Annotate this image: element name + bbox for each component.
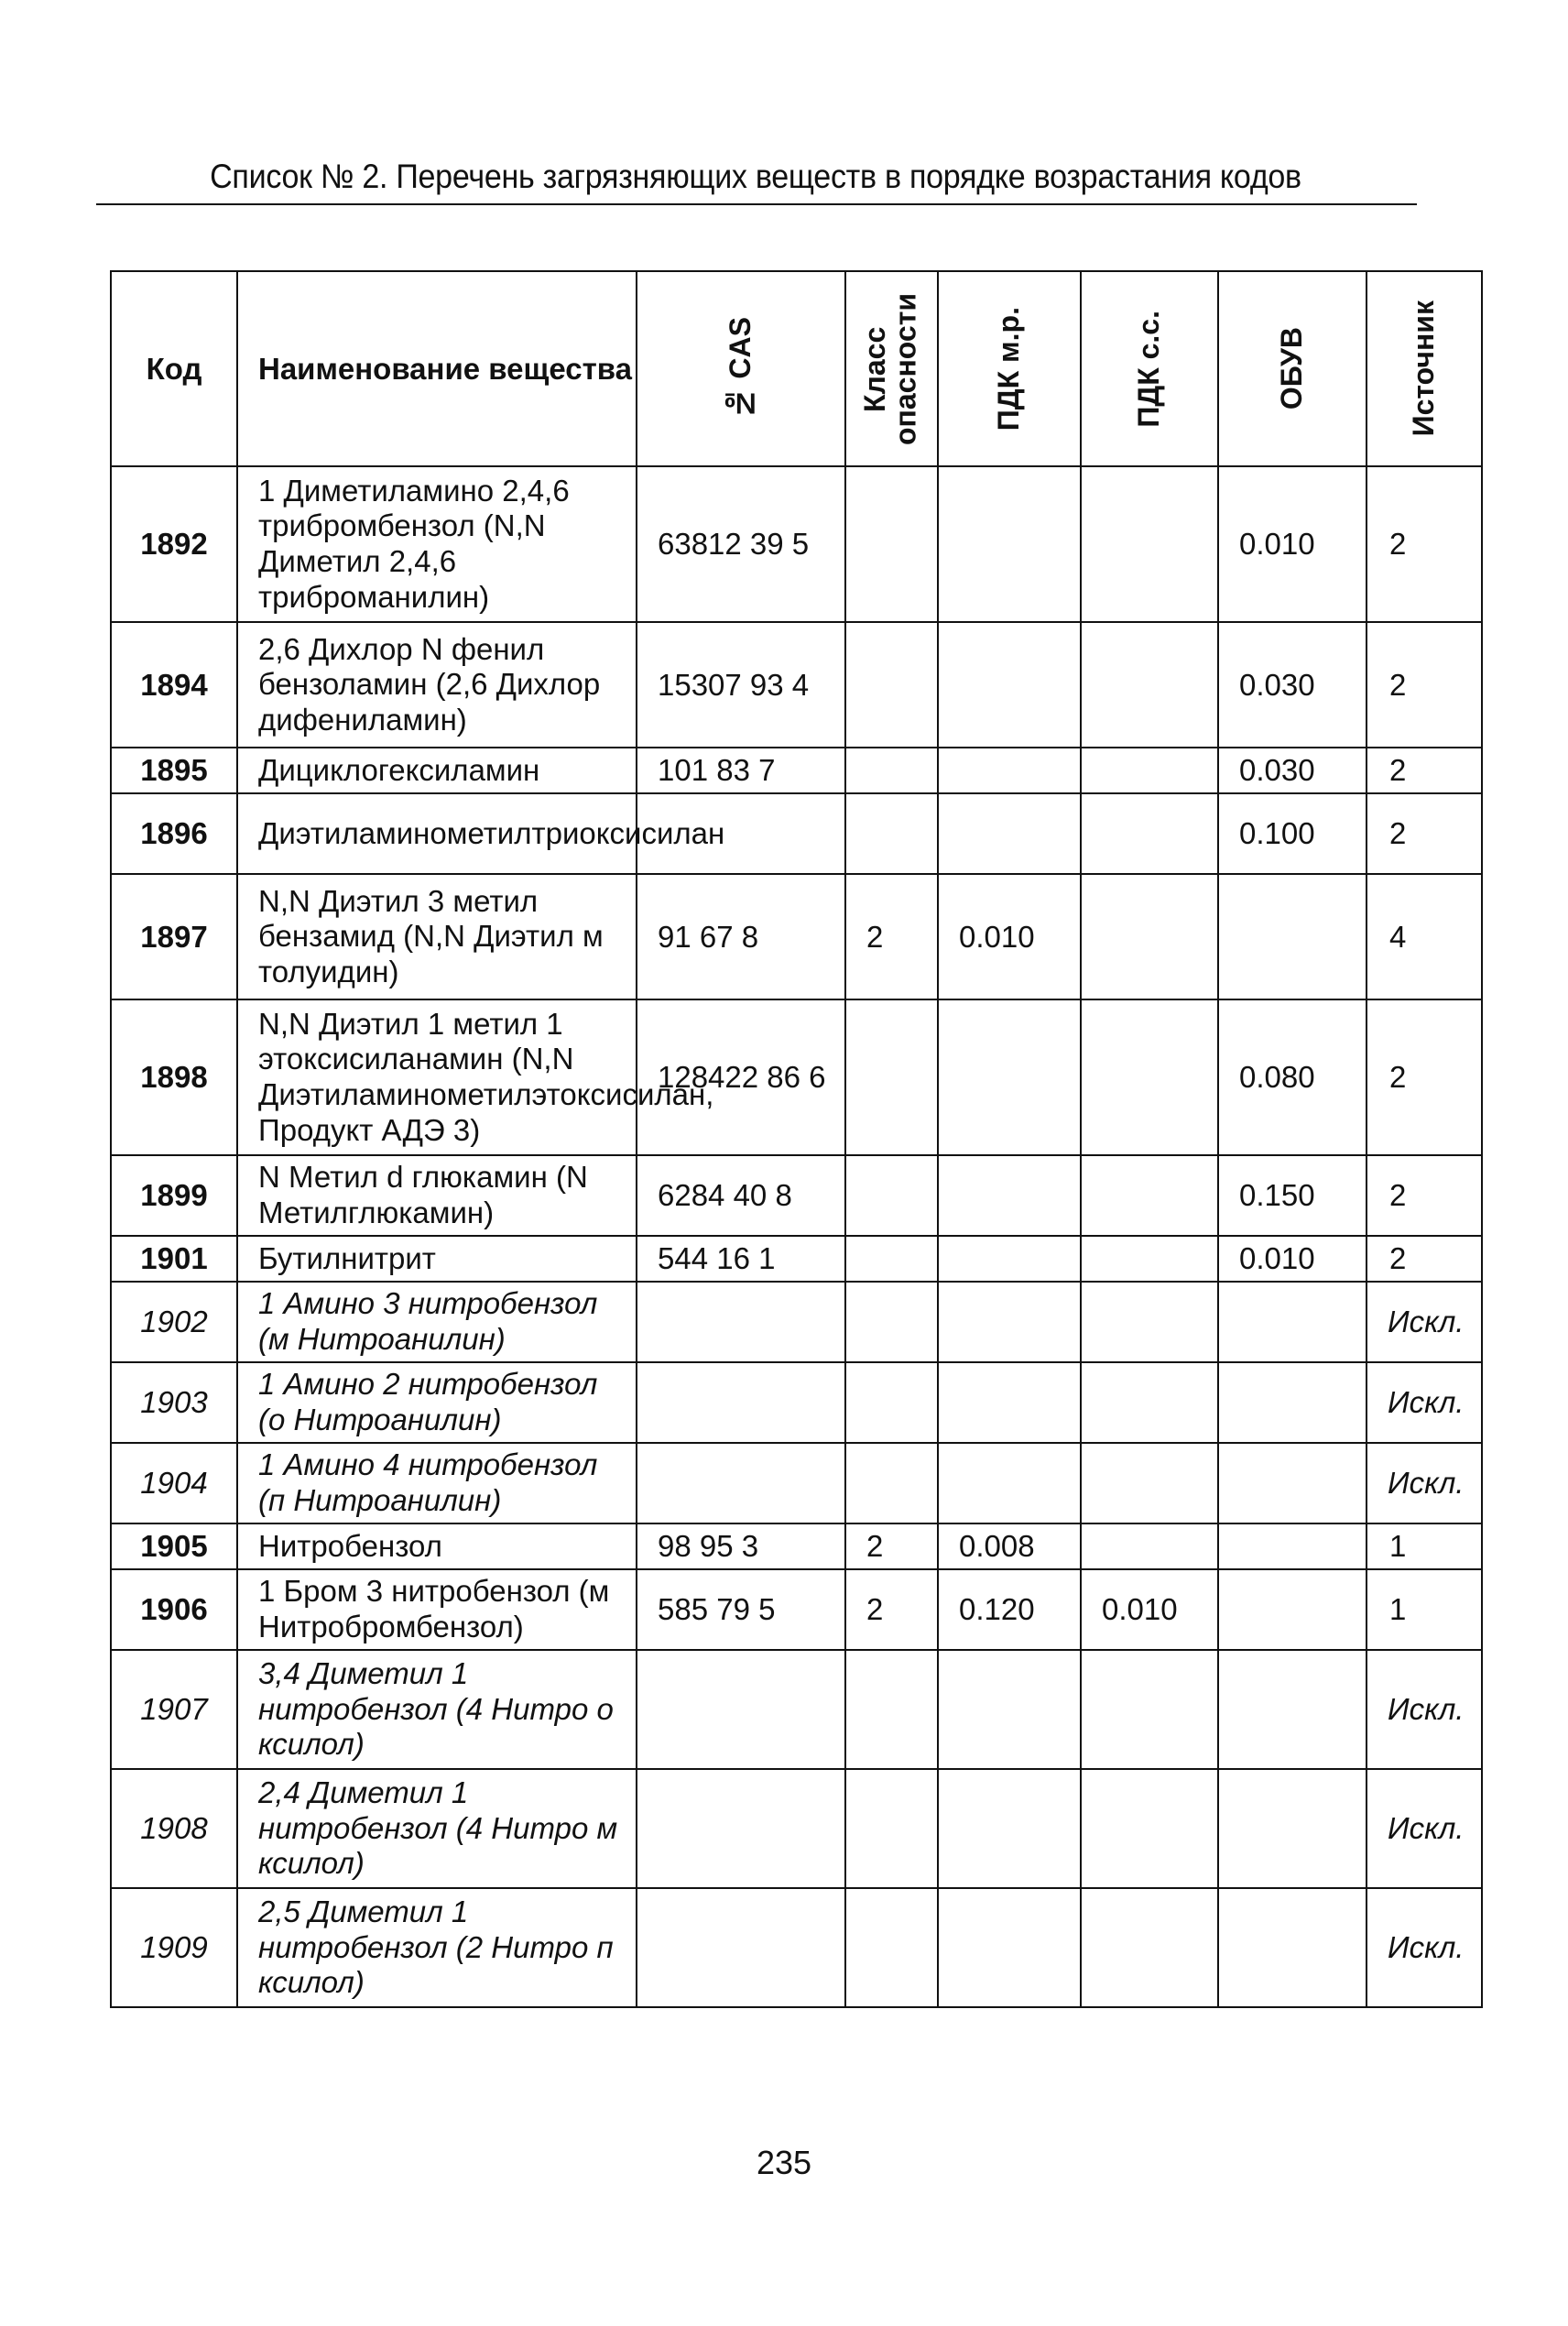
table-row — [111, 622, 1482, 748]
cell-pdk-mr — [938, 466, 1081, 622]
cell-name: 1 Амино 4 нитробензол (п Нитроанилин) — [237, 1443, 637, 1523]
cell-code: 1895 — [111, 748, 237, 793]
cell-name: Нитробензол — [237, 1523, 637, 1569]
cell-code: 1908 — [111, 1769, 237, 1888]
table-row — [111, 1362, 1482, 1443]
cell-name: 1 Амино 2 нитробензол (о Нитроанилин) — [237, 1362, 637, 1443]
cell-obuv — [1218, 1523, 1367, 1569]
cell-pdk-mr — [938, 793, 1081, 874]
cell-source: 2 — [1367, 622, 1482, 748]
table-row — [111, 466, 1482, 622]
cell-hazard-class — [845, 748, 938, 793]
page-title: Список № 2. Перечень загрязняющих веществ в порядке возрастания кодов — [210, 158, 1301, 195]
cell-code: 1904 — [111, 1443, 237, 1523]
cell-pdk-mr: 0.120 — [938, 1569, 1081, 1650]
cell-name: 2,4 Диметил 1 нитробензол (4 Нитро м ксилол) — [237, 1769, 637, 1888]
table-row — [111, 1523, 1482, 1569]
cell-obuv — [1218, 1443, 1367, 1523]
cell-hazard-class: 2 — [845, 1569, 938, 1650]
cell-cas — [637, 1888, 845, 2007]
cell-name: 1 Бром 3 нитробензол (м Нитробромбензол) — [237, 1569, 637, 1650]
cell-cas: 91 67 8 — [637, 874, 845, 999]
cell-cas: 128422 86 6 — [637, 999, 845, 1155]
cell-source: Искл. — [1367, 1282, 1482, 1362]
cell-obuv: 0.080 — [1218, 999, 1367, 1155]
table-row — [111, 748, 1482, 793]
cell-source: Искл. — [1367, 1443, 1482, 1523]
cell-source: 2 — [1367, 1155, 1482, 1236]
cell-pdk-ss — [1081, 999, 1218, 1155]
cell-name: 2,5 Диметил 1 нитробензол (2 Нитро п ксилол) — [237, 1888, 637, 2007]
cell-source: 4 — [1367, 874, 1482, 999]
cell-hazard-class: 2 — [845, 874, 938, 999]
cell-pdk-mr — [938, 1888, 1081, 2007]
cell-pdk-ss — [1081, 874, 1218, 999]
cell-code: 1902 — [111, 1282, 237, 1362]
cell-name: 2,6 Дихлор N фенил бензоламин (2,6 Дихлор дифениламин) — [237, 622, 637, 748]
table-row — [111, 1443, 1482, 1523]
cell-cas: 98 95 3 — [637, 1523, 845, 1569]
table-row — [111, 1155, 1482, 1236]
cell-pdk-ss — [1081, 1888, 1218, 2007]
cell-name: N Метил d глюкамин (N Метилглюкамин) — [237, 1155, 637, 1236]
cell-name: 3,4 Диметил 1 нитробензол (4 Нитро о ксилол) — [237, 1650, 637, 1769]
cell-pdk-ss — [1081, 748, 1218, 793]
col-header-hazard-class — [845, 271, 938, 466]
cell-cas — [637, 1650, 845, 1769]
cell-code: 1906 — [111, 1569, 237, 1650]
cell-pdk-mr — [938, 1282, 1081, 1362]
cell-cas — [637, 1362, 845, 1443]
cell-source: 2 — [1367, 793, 1482, 874]
cell-hazard-class — [845, 1236, 938, 1282]
cell-hazard-class: 2 — [845, 1523, 938, 1569]
cell-hazard-class — [845, 1282, 938, 1362]
col-header-cas — [637, 271, 845, 466]
col-header-pdk-ss — [1081, 271, 1218, 466]
col-header-source-label: Источник — [1407, 300, 1441, 437]
cell-hazard-class — [845, 1650, 938, 1769]
cell-cas: 544 16 1 — [637, 1236, 845, 1282]
cell-pdk-mr — [938, 1236, 1081, 1282]
cell-name: Диэтиламинометилтриоксисилан — [237, 793, 637, 874]
cell-pdk-mr — [938, 999, 1081, 1155]
cell-obuv — [1218, 1888, 1367, 2007]
cell-source: Искл. — [1367, 1650, 1482, 1769]
cell-pdk-ss — [1081, 1362, 1218, 1443]
col-header-obuv-label: ОБУВ — [1275, 327, 1309, 410]
cell-code: 1899 — [111, 1155, 237, 1236]
cell-code: 1903 — [111, 1362, 237, 1443]
cell-cas: 63812 39 5 — [637, 466, 845, 622]
cell-hazard-class — [845, 622, 938, 748]
col-header-pdk-ss-label: ПДК с.с. — [1132, 310, 1166, 428]
cell-source: 2 — [1367, 999, 1482, 1155]
col-header-obuv — [1218, 271, 1367, 466]
cell-obuv: 0.010 — [1218, 466, 1367, 622]
cell-pdk-mr — [938, 622, 1081, 748]
table-row — [111, 874, 1482, 999]
cell-cas: 101 83 7 — [637, 748, 845, 793]
col-header-cas-label: № CAS — [724, 317, 757, 420]
cell-pdk-ss — [1081, 1236, 1218, 1282]
cell-cas: 6284 40 8 — [637, 1155, 845, 1236]
cell-code: 1897 — [111, 874, 237, 999]
cell-name: Дициклогексиламин — [237, 748, 637, 793]
cell-obuv — [1218, 874, 1367, 999]
table-row — [111, 1569, 1482, 1650]
cell-obuv: 0.030 — [1218, 748, 1367, 793]
cell-obuv — [1218, 1650, 1367, 1769]
table-header-row — [111, 271, 1482, 466]
cell-code: 1894 — [111, 622, 237, 748]
table-row — [111, 1282, 1482, 1362]
cell-obuv: 0.010 — [1218, 1236, 1367, 1282]
cell-code: 1898 — [111, 999, 237, 1155]
cell-pdk-mr — [938, 748, 1081, 793]
cell-name: N,N Диэтил 1 метил 1 этоксисиланамин (N,N Диэтиламинометилэтоксисилан, Продукт АДЭ 3) — [237, 999, 637, 1155]
cell-source: 2 — [1367, 748, 1482, 793]
cell-pdk-ss — [1081, 1650, 1218, 1769]
col-header-hazard-class-label: Класс опасности — [857, 292, 922, 445]
table-row — [111, 1236, 1482, 1282]
cell-code: 1907 — [111, 1650, 237, 1769]
cell-code: 1896 — [111, 793, 237, 874]
cell-pdk-ss — [1081, 1155, 1218, 1236]
cell-pdk-mr — [938, 1769, 1081, 1888]
cell-obuv: 0.150 — [1218, 1155, 1367, 1236]
cell-pdk-ss — [1081, 466, 1218, 622]
cell-source: 1 — [1367, 1569, 1482, 1650]
cell-obuv — [1218, 1569, 1367, 1650]
cell-source: 1 — [1367, 1523, 1482, 1569]
cell-obuv: 0.100 — [1218, 793, 1367, 874]
cell-hazard-class — [845, 1888, 938, 2007]
cell-code: 1909 — [111, 1888, 237, 2007]
cell-obuv — [1218, 1362, 1367, 1443]
cell-hazard-class — [845, 1155, 938, 1236]
cell-hazard-class — [845, 1362, 938, 1443]
table-row — [111, 1650, 1482, 1769]
cell-name: N,N Диэтил 3 метил бензамид (N,N Диэтил м толуидин) — [237, 874, 637, 999]
table-row — [111, 1888, 1482, 2007]
cell-pdk-mr — [938, 1155, 1081, 1236]
cell-code: 1901 — [111, 1236, 237, 1282]
cell-cas — [637, 1769, 845, 1888]
table-row — [111, 1769, 1482, 1888]
col-header-code: Код — [111, 271, 237, 466]
cell-source: Искл. — [1367, 1888, 1482, 2007]
cell-source: 2 — [1367, 466, 1482, 622]
cell-pdk-mr — [938, 1650, 1081, 1769]
page-number: 235 — [756, 2144, 812, 2181]
cell-obuv — [1218, 1282, 1367, 1362]
cell-hazard-class — [845, 999, 938, 1155]
cell-hazard-class — [845, 793, 938, 874]
cell-pdk-ss: 0.010 — [1081, 1569, 1218, 1650]
table-row — [111, 999, 1482, 1155]
col-header-name: Наименование вещества — [237, 271, 637, 466]
cell-obuv: 0.030 — [1218, 622, 1367, 748]
cell-pdk-mr: 0.010 — [938, 874, 1081, 999]
cell-source: Искл. — [1367, 1769, 1482, 1888]
cell-pdk-ss — [1081, 1282, 1218, 1362]
cell-hazard-class — [845, 1443, 938, 1523]
cell-source: Искл. — [1367, 1362, 1482, 1443]
cell-name: Бутилнитрит — [237, 1236, 637, 1282]
cell-pdk-ss — [1081, 1769, 1218, 1888]
substances-table — [110, 270, 1483, 2008]
col-header-pdk-mr-label: ПДК м.р. — [992, 306, 1026, 431]
header-rule — [96, 203, 1417, 205]
cell-pdk-ss — [1081, 793, 1218, 874]
cell-source: 2 — [1367, 1236, 1482, 1282]
cell-pdk-ss — [1081, 622, 1218, 748]
cell-cas: 15307 93 4 — [637, 622, 845, 748]
cell-name: 1 Амино 3 нитробензол (м Нитроанилин) — [237, 1282, 637, 1362]
cell-hazard-class — [845, 466, 938, 622]
cell-cas — [637, 1282, 845, 1362]
table-row — [111, 793, 1482, 874]
cell-pdk-ss — [1081, 1523, 1218, 1569]
cell-hazard-class — [845, 1769, 938, 1888]
cell-code: 1905 — [111, 1523, 237, 1569]
cell-pdk-ss — [1081, 1443, 1218, 1523]
col-header-pdk-mr — [938, 271, 1081, 466]
cell-name: 1 Диметиламино 2,4,6 трибромбензол (N,N Диметил 2,4,6 триброманилин) — [237, 466, 637, 622]
cell-pdk-mr: 0.008 — [938, 1523, 1081, 1569]
cell-pdk-mr — [938, 1362, 1081, 1443]
cell-cas: 585 79 5 — [637, 1569, 845, 1650]
cell-code: 1892 — [111, 466, 237, 622]
col-header-source — [1367, 271, 1482, 466]
cell-cas — [637, 1443, 845, 1523]
cell-obuv — [1218, 1769, 1367, 1888]
cell-pdk-mr — [938, 1443, 1081, 1523]
